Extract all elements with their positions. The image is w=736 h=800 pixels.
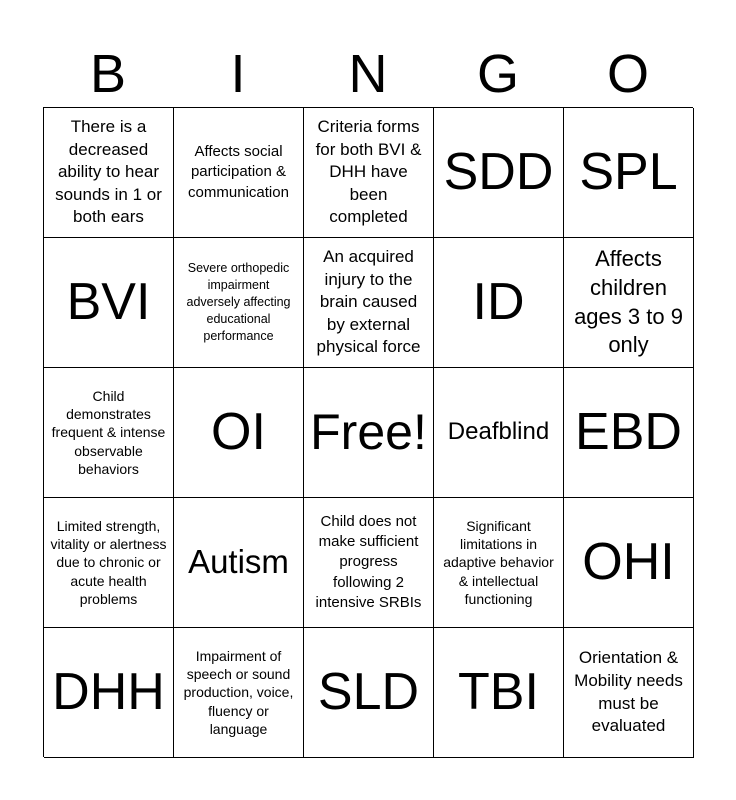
cell-text: Orientation & Mobility needs must be evaluated <box>574 648 683 736</box>
bingo-cell[interactable] <box>304 108 434 238</box>
cell-text: SDD <box>443 143 554 202</box>
bingo-cell[interactable] <box>174 368 304 498</box>
cell-text: Autism <box>188 543 289 581</box>
cell-text: SPL <box>579 143 678 202</box>
cell-text: There is a decreased ability to hear sounds in 1 or both ears <box>55 116 162 227</box>
bingo-cell[interactable] <box>174 498 304 628</box>
cell-text: Affects children ages 3 to 9 only <box>574 246 683 358</box>
cell-text: Limited strength, vitality or alertness due to chronic or acute health problems <box>50 518 167 607</box>
header-letter-b: B <box>89 44 127 104</box>
bingo-cell[interactable] <box>304 498 434 628</box>
cell-text: EBD <box>575 403 682 462</box>
bingo-cell[interactable] <box>564 368 694 498</box>
bingo-cell[interactable] <box>434 498 564 628</box>
bingo-header <box>43 42 693 106</box>
cell-text: ID <box>472 273 525 332</box>
bingo-card-grid <box>43 107 693 757</box>
cell-text: Affects social participation & communication <box>188 143 289 201</box>
cell-text: DHH <box>52 663 165 722</box>
cell-text: TBI <box>458 663 539 722</box>
bingo-cell[interactable] <box>304 368 434 498</box>
cell-text: Impairment of speech or sound production, voice, fluency or language <box>183 648 294 737</box>
cell-text: BVI <box>66 273 151 332</box>
cell-text: OI <box>211 403 266 462</box>
header-letter-o: O <box>606 44 649 104</box>
bingo-cell[interactable] <box>434 368 564 498</box>
bingo-cell[interactable] <box>174 108 304 238</box>
header-letter-i: I <box>230 44 246 104</box>
cell-text: Severe orthopedic impairment adversely affecting educational performance <box>186 261 291 343</box>
cell-text: Deafblind <box>447 418 550 446</box>
header-letter-g: G <box>476 44 519 104</box>
bingo-cell[interactable] <box>434 108 564 238</box>
cell-text: An acquired injury to the brain caused by external physical force <box>316 246 421 357</box>
cell-text: Child does not make sufficient progress following 2 intensive SRBIs <box>315 512 422 611</box>
bingo-cell[interactable] <box>44 628 174 758</box>
cell-text: SLD <box>317 663 420 722</box>
bingo-cell[interactable] <box>44 238 174 368</box>
cell-text: Free! <box>310 404 427 461</box>
bingo-cell[interactable] <box>174 238 304 368</box>
bingo-cell[interactable] <box>44 108 174 238</box>
bingo-cell[interactable] <box>304 628 434 758</box>
bingo-cell[interactable] <box>564 628 694 758</box>
bingo-cell[interactable] <box>174 628 304 758</box>
bingo-cell[interactable] <box>564 498 694 628</box>
bingo-cell[interactable] <box>304 238 434 368</box>
bingo-cell[interactable] <box>434 238 564 368</box>
header-letter-n: N <box>348 44 388 104</box>
cell-text: Child demonstrates frequent & intense observable behaviors <box>51 388 166 477</box>
cell-text: Significant limitations in adaptive behavior & intellectual functioning <box>443 518 554 607</box>
bingo-cell[interactable] <box>564 238 694 368</box>
bingo-cell[interactable] <box>434 628 564 758</box>
cell-text: OHI <box>582 533 675 592</box>
bingo-cell[interactable] <box>44 368 174 498</box>
cell-text: Criteria forms for both BVI & DHH have been completed <box>315 116 422 227</box>
bingo-cell[interactable] <box>44 498 174 628</box>
bingo-cell[interactable] <box>564 108 694 238</box>
